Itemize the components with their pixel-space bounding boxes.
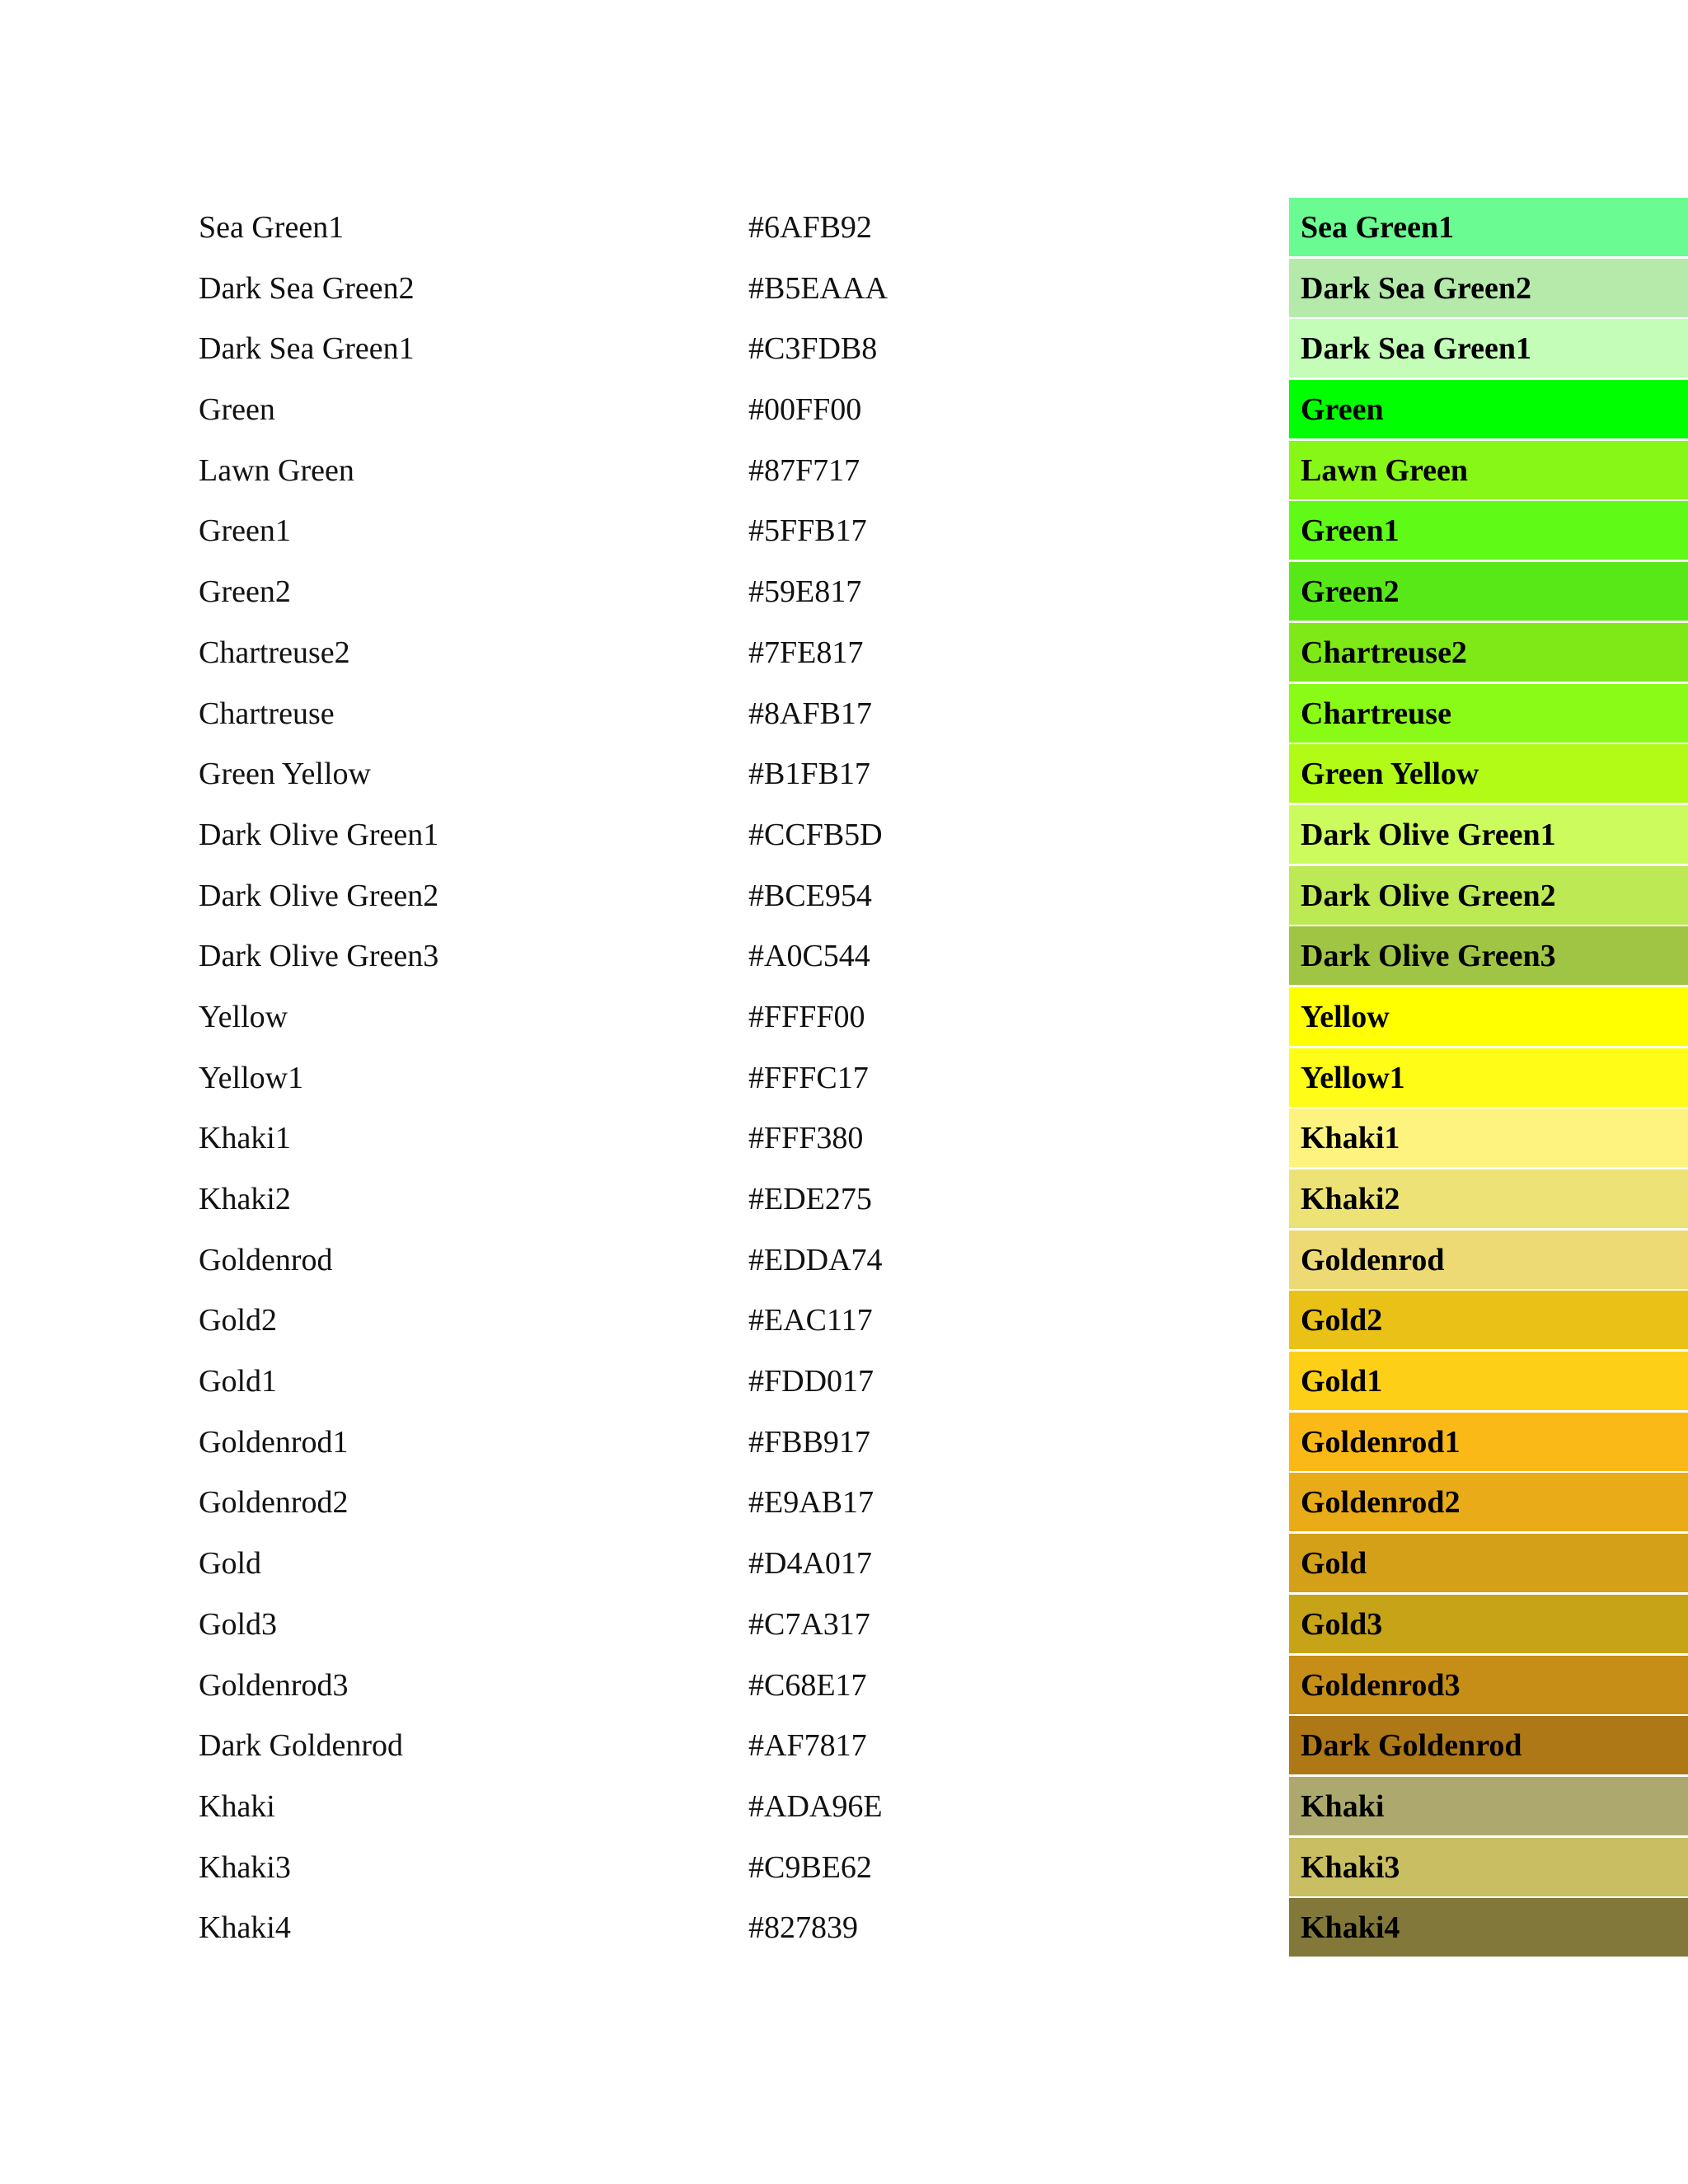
color-hex-code: #5FFB17	[748, 513, 867, 549]
color-row	[0, 1656, 1688, 1717]
color-row	[0, 744, 1688, 805]
color-swatch	[1289, 1534, 1688, 1594]
color-row	[0, 1534, 1688, 1595]
color-hex-code: #C9BE62	[748, 1849, 872, 1885]
color-swatch-label: Yellow1	[1301, 1060, 1405, 1095]
color-hex-code: #6AFB92	[748, 210, 872, 245]
color-hex-code: #D4A017	[748, 1546, 872, 1582]
color-name: Green Yellow	[199, 757, 371, 792]
color-hex-code: #827839	[748, 1910, 858, 1946]
color-hex-code: #ADA96E	[748, 1788, 883, 1824]
color-row	[0, 1169, 1688, 1230]
color-swatch	[1289, 501, 1688, 561]
color-swatch-label: Sea Green1	[1301, 210, 1455, 245]
color-row	[0, 198, 1688, 259]
color-swatch	[1289, 1169, 1688, 1230]
color-swatch	[1289, 1048, 1688, 1108]
color-swatch-label: Green2	[1301, 574, 1400, 610]
color-name: Goldenrod3	[199, 1667, 349, 1703]
color-swatch	[1289, 562, 1688, 622]
color-row	[0, 1898, 1688, 1959]
color-hex-code: #C7A317	[748, 1606, 870, 1642]
color-swatch-label: Lawn Green	[1301, 452, 1469, 488]
color-swatch	[1289, 1898, 1688, 1958]
color-name: Dark Goldenrod	[199, 1728, 403, 1764]
color-name: Dark Sea Green1	[199, 331, 415, 367]
color-swatch	[1289, 1230, 1688, 1291]
color-row	[0, 441, 1688, 502]
color-name: Sea Green1	[199, 210, 345, 245]
color-name: Yellow	[199, 999, 288, 1034]
color-swatch	[1289, 926, 1688, 987]
color-hex-code: #00FF00	[748, 392, 862, 428]
color-name: Goldenrod1	[199, 1424, 349, 1460]
color-hex-code: #59E817	[748, 574, 862, 610]
color-name: Khaki1	[199, 1121, 291, 1156]
color-row	[0, 380, 1688, 441]
color-swatch-label: Green1	[1301, 513, 1400, 549]
color-hex-code: #FDD017	[748, 1364, 874, 1399]
color-hex-code: #7FE817	[748, 635, 864, 670]
color-hex-code: #C68E17	[748, 1667, 867, 1703]
color-name: Khaki	[199, 1788, 275, 1824]
color-row	[0, 319, 1688, 380]
color-swatch-label: Khaki1	[1301, 1121, 1400, 1156]
color-swatch	[1289, 319, 1688, 379]
color-hex-code: #B1FB17	[748, 757, 870, 792]
color-swatch	[1289, 1352, 1688, 1412]
color-swatch	[1289, 441, 1688, 501]
color-swatch-label: Khaki4	[1301, 1910, 1400, 1946]
color-name: Goldenrod	[199, 1242, 333, 1277]
color-hex-code: #FBB917	[748, 1424, 870, 1460]
color-row	[0, 1108, 1688, 1169]
color-swatch-label: Dark Sea Green1	[1301, 331, 1532, 367]
color-swatch	[1289, 259, 1688, 319]
color-row	[0, 684, 1688, 745]
color-name: Goldenrod2	[199, 1485, 349, 1521]
color-swatch	[1289, 1595, 1688, 1655]
color-swatch-label: Goldenrod2	[1301, 1485, 1461, 1521]
color-swatch	[1289, 866, 1688, 926]
color-swatch	[1289, 744, 1688, 804]
color-swatch	[1289, 1413, 1688, 1473]
color-swatch-label: Khaki3	[1301, 1849, 1400, 1885]
color-hex-code: #EDDA74	[748, 1242, 883, 1277]
color-name: Dark Olive Green2	[199, 878, 439, 913]
color-name: Green1	[199, 513, 291, 549]
color-swatch-label: Green	[1301, 392, 1384, 428]
color-hex-code: #8AFB17	[748, 696, 872, 731]
color-swatch-label: Khaki	[1301, 1788, 1385, 1824]
color-hex-code: #C3FDB8	[748, 331, 878, 367]
color-swatch	[1289, 1838, 1688, 1898]
color-name: Chartreuse	[199, 696, 335, 731]
color-hex-code: #AF7817	[748, 1728, 867, 1764]
color-swatch	[1289, 1291, 1688, 1351]
color-swatch-label: Dark Olive Green3	[1301, 939, 1556, 974]
color-hex-code: #BCE954	[748, 878, 872, 913]
color-name: Dark Olive Green3	[199, 939, 439, 974]
color-hex-code: #A0C544	[748, 939, 870, 974]
color-swatch	[1289, 684, 1688, 744]
color-swatch	[1289, 623, 1688, 683]
color-name: Green2	[199, 574, 291, 610]
color-swatch	[1289, 805, 1688, 865]
color-swatch	[1289, 380, 1688, 440]
color-hex-code: #EDE275	[748, 1182, 872, 1216]
color-row	[0, 259, 1688, 320]
color-hex-code: #B5EAAA	[748, 270, 888, 306]
color-row	[0, 1352, 1688, 1413]
color-name: Green	[199, 392, 275, 428]
color-hex-code: #EAC117	[748, 1303, 873, 1338]
color-name: Gold3	[199, 1606, 277, 1642]
color-name: Chartreuse2	[199, 635, 350, 670]
color-row	[0, 866, 1688, 927]
color-swatch	[1289, 1108, 1688, 1169]
color-swatch-label: Dark Sea Green2	[1301, 270, 1532, 306]
color-swatch-label: Gold	[1301, 1546, 1367, 1582]
color-row	[0, 987, 1688, 1048]
color-swatch	[1289, 198, 1688, 258]
color-row	[0, 1716, 1688, 1777]
color-swatch	[1289, 1777, 1688, 1837]
color-swatch	[1289, 1716, 1688, 1776]
color-row	[0, 1413, 1688, 1474]
color-swatch	[1289, 1473, 1688, 1533]
color-swatch-label: Yellow	[1301, 999, 1390, 1034]
color-name: Dark Olive Green1	[199, 817, 439, 852]
color-row	[0, 805, 1688, 866]
color-swatch-label: Dark Olive Green2	[1301, 878, 1556, 913]
color-swatch-label: Goldenrod3	[1301, 1667, 1461, 1703]
color-swatch-label: Green Yellow	[1301, 757, 1479, 792]
color-name: Lawn Green	[199, 452, 354, 488]
color-name: Gold2	[199, 1303, 277, 1338]
color-hex-code: #FFFC17	[748, 1060, 869, 1095]
color-row	[0, 501, 1688, 562]
color-swatch-label: Chartreuse2	[1301, 635, 1467, 670]
color-hex-code: #CCFB5D	[748, 817, 883, 852]
color-row	[0, 623, 1688, 684]
color-swatch-label: Goldenrod1	[1301, 1424, 1461, 1460]
color-name: Khaki4	[199, 1910, 291, 1946]
color-hex-code: #E9AB17	[748, 1485, 874, 1521]
color-table	[0, 198, 1688, 1959]
color-hex-code: #FFFF00	[748, 999, 865, 1034]
color-row	[0, 1777, 1688, 1838]
color-name: Khaki2	[199, 1182, 291, 1216]
color-swatch-label: Chartreuse	[1301, 696, 1451, 731]
color-name: Yellow1	[199, 1060, 304, 1095]
color-swatch-label: Gold3	[1301, 1606, 1383, 1642]
color-name: Gold	[199, 1546, 261, 1582]
color-row	[0, 1048, 1688, 1109]
color-row	[0, 562, 1688, 623]
color-hex-code: #FFF380	[748, 1121, 864, 1156]
color-hex-code: #87F717	[748, 452, 860, 488]
color-row	[0, 1230, 1688, 1291]
color-row	[0, 1473, 1688, 1534]
color-name: Dark Sea Green2	[199, 270, 415, 306]
color-swatch	[1289, 987, 1688, 1047]
color-swatch	[1289, 1656, 1688, 1716]
color-swatch-label: Gold1	[1301, 1364, 1383, 1399]
color-row	[0, 926, 1688, 987]
color-row	[0, 1291, 1688, 1352]
color-name: Gold1	[199, 1364, 277, 1399]
color-swatch-label: Khaki2	[1301, 1182, 1400, 1216]
color-swatch-label: Goldenrod	[1301, 1242, 1445, 1277]
color-name: Khaki3	[199, 1849, 291, 1885]
color-row	[0, 1595, 1688, 1656]
color-swatch-label: Gold2	[1301, 1303, 1383, 1338]
color-swatch-label: Dark Olive Green1	[1301, 817, 1556, 852]
color-row	[0, 1838, 1688, 1899]
color-swatch-label: Dark Goldenrod	[1301, 1728, 1522, 1764]
